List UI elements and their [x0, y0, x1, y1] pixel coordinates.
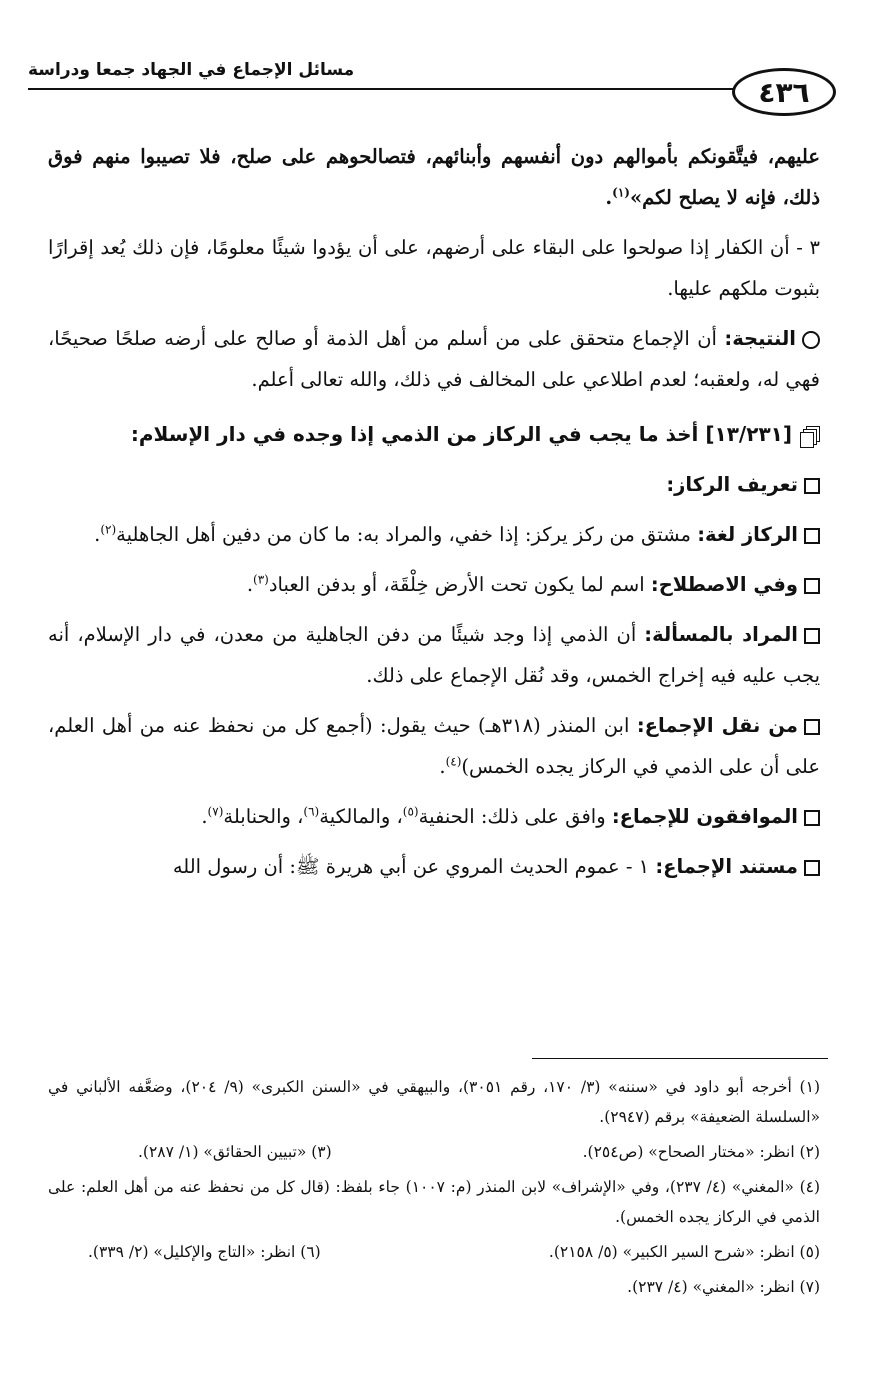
issue-heading [48, 414, 820, 455]
running-title: مسائل الإجماع في الجهاد جمعا ودراسة [28, 60, 355, 80]
punctuation: . [201, 805, 208, 828]
footnote-6: (٦) انظر: «التاج والإكليل» (٢/ ٣٣٩). [88, 1243, 321, 1261]
basis-text: ١ - عموم الحديث المروي عن أبي هريرة ﷺ: أن رسول الله [172, 855, 650, 878]
page-number: ٤٣٦ [758, 75, 810, 109]
paragraph-hadith-end [48, 136, 820, 218]
definition-heading-text: تعريف الركاز: [666, 473, 798, 496]
result-text: أن الإجماع متحقق على من أسلم من أهل الذمة أو صالح على أرضه صلحًا صحيحًا، فهي له، ولعقبه؛ لعدم اطلاعي على المخالف في ذلك، والله تعالى أعلم. [48, 327, 820, 391]
square-bullet-icon [804, 810, 820, 826]
footnote-5: (٥) انظر: «شرح السير الكبير» (٥/ ٢١٥٨). [548, 1243, 820, 1261]
footnote-row-5-6 [48, 1237, 820, 1267]
square-bullet-icon [804, 478, 820, 494]
footnote-1: (١) أخرجه أبو داود في «سننه» (٣/ ١٧٠، رقم ٣٠٥١)، والبيهقي في «السنن الكبرى» (٩/ ٢٠٤)، وضعَّفه الألباني في «السلسلة الضعيفة» برقم (٢٩٤٧). [48, 1078, 820, 1126]
paragraph-point-3: ٣ - أن الكفار إذا صولحوا على البقاء على أرضهم، على أن يؤدوا شيئًا معلومًا، فإن ذلك يُعد إقرارًا بثبوت ملكهم عليها. [48, 236, 820, 300]
footnote-separator [532, 1058, 828, 1059]
footnote-ref: (٥) [402, 804, 419, 819]
square-bullet-icon [804, 578, 820, 594]
result-label: النتيجة: [724, 327, 796, 350]
agreeing-text: ، والمالكية [319, 805, 403, 828]
square-bullet-icon [804, 719, 820, 735]
square-bullet-icon [804, 860, 820, 876]
technical-label: وفي الاصطلاح: [650, 573, 798, 596]
linguistic-text: مشتق من ركز يركز: إذا خفي، والمراد به: ما كان من دفين أهل الجاهلية [116, 523, 692, 546]
meaning-text: أن الذمي إذا وجد شيئًا من دفن الجاهلية من معدن، في دار الإسلام، أنه يجب عليه فيه إخراج الخمس، وقد نُقل الإجماع على ذلك. [48, 623, 820, 687]
narrator-label: من نقل الإجماع: [636, 714, 799, 737]
documents-icon [800, 426, 820, 446]
meaning-label: المراد بالمسألة: [644, 623, 798, 646]
agreeing-label: الموافقون للإجماع: [611, 805, 798, 828]
footnote-ref: (١) [612, 185, 630, 200]
circle-bullet-icon [802, 331, 820, 349]
footnote-ref: (٣) [253, 572, 269, 587]
paragraph-result [48, 318, 820, 400]
paragraph-text: عليهم، فيتَّقونكم بأموالهم دون أنفسهم وأبنائهم، فتصالحوهم على صلح، فلا تصيبوا منهم فوق ذلك، فإنه لا يصلح لكم» [48, 145, 820, 209]
paragraph-narrator [48, 705, 820, 787]
footnote-row-2-3 [48, 1137, 820, 1167]
footnote-2: (٢) انظر: «مختار الصحاح» (ص٢٥٤). [582, 1143, 820, 1161]
page-header [20, 52, 850, 122]
square-bullet-icon [804, 628, 820, 644]
main-text [48, 136, 820, 896]
paragraph-basis [48, 846, 820, 887]
footnote-ref: (٢) [100, 522, 117, 537]
footnote-ref: (٦) [303, 804, 320, 819]
basis-label: مستند الإجماع: [655, 855, 798, 878]
definition-heading [48, 464, 820, 505]
header-rule [28, 88, 733, 90]
punctuation: . [605, 186, 613, 209]
paragraph-technical [48, 564, 820, 605]
issue-number: [١٣/٢٣١] [705, 422, 792, 446]
paragraph-linguistic [48, 514, 820, 555]
agreeing-text: ، والحنابلة [223, 805, 304, 828]
paragraph-agreeing [48, 796, 820, 837]
footnote-4: (٤) «المغني» (٤/ ٢٣٧)، وفي «الإشراف» لابن المنذر (م: ١٠٠٧) جاء بلفظ: (قال كل من نحفظ عنه من أهل العلم: على الذمي في الركاز يجده الخمس). [48, 1178, 821, 1226]
narrator-text: ابن المنذر (٣١٨هـ) حيث يقول: (أجمع كل من نحفظ عنه من أهل العلم، على أن على الذمي في الركاز يجده الخمس) [48, 714, 820, 778]
technical-text: اسم لما يكون تحت الأرض خِلْقَة، أو بدفن العباد [268, 573, 645, 596]
linguistic-label: الركاز لغة: [697, 523, 798, 546]
footnote-ref: (٧) [207, 804, 224, 819]
issue-title: أخذ ما يجب في الركاز من الذمي إذا وجده في دار الإسلام: [130, 422, 699, 446]
square-bullet-icon [804, 528, 820, 544]
punctuation: . [439, 755, 446, 778]
footnotes [48, 1072, 820, 1307]
footnote-ref: (٤) [445, 754, 462, 769]
footnote-7: (٧) انظر: «المغني» (٤/ ٢٣٧). [627, 1278, 820, 1296]
agreeing-text: وافق على ذلك: الحنفية [418, 805, 606, 828]
footnote-3: (٣) «تبيين الحقائق» (١/ ٢٨٧). [138, 1143, 332, 1161]
punctuation: . [246, 573, 254, 596]
page-number-badge [732, 68, 836, 116]
paragraph-meaning [48, 614, 820, 696]
punctuation: . [94, 523, 101, 546]
